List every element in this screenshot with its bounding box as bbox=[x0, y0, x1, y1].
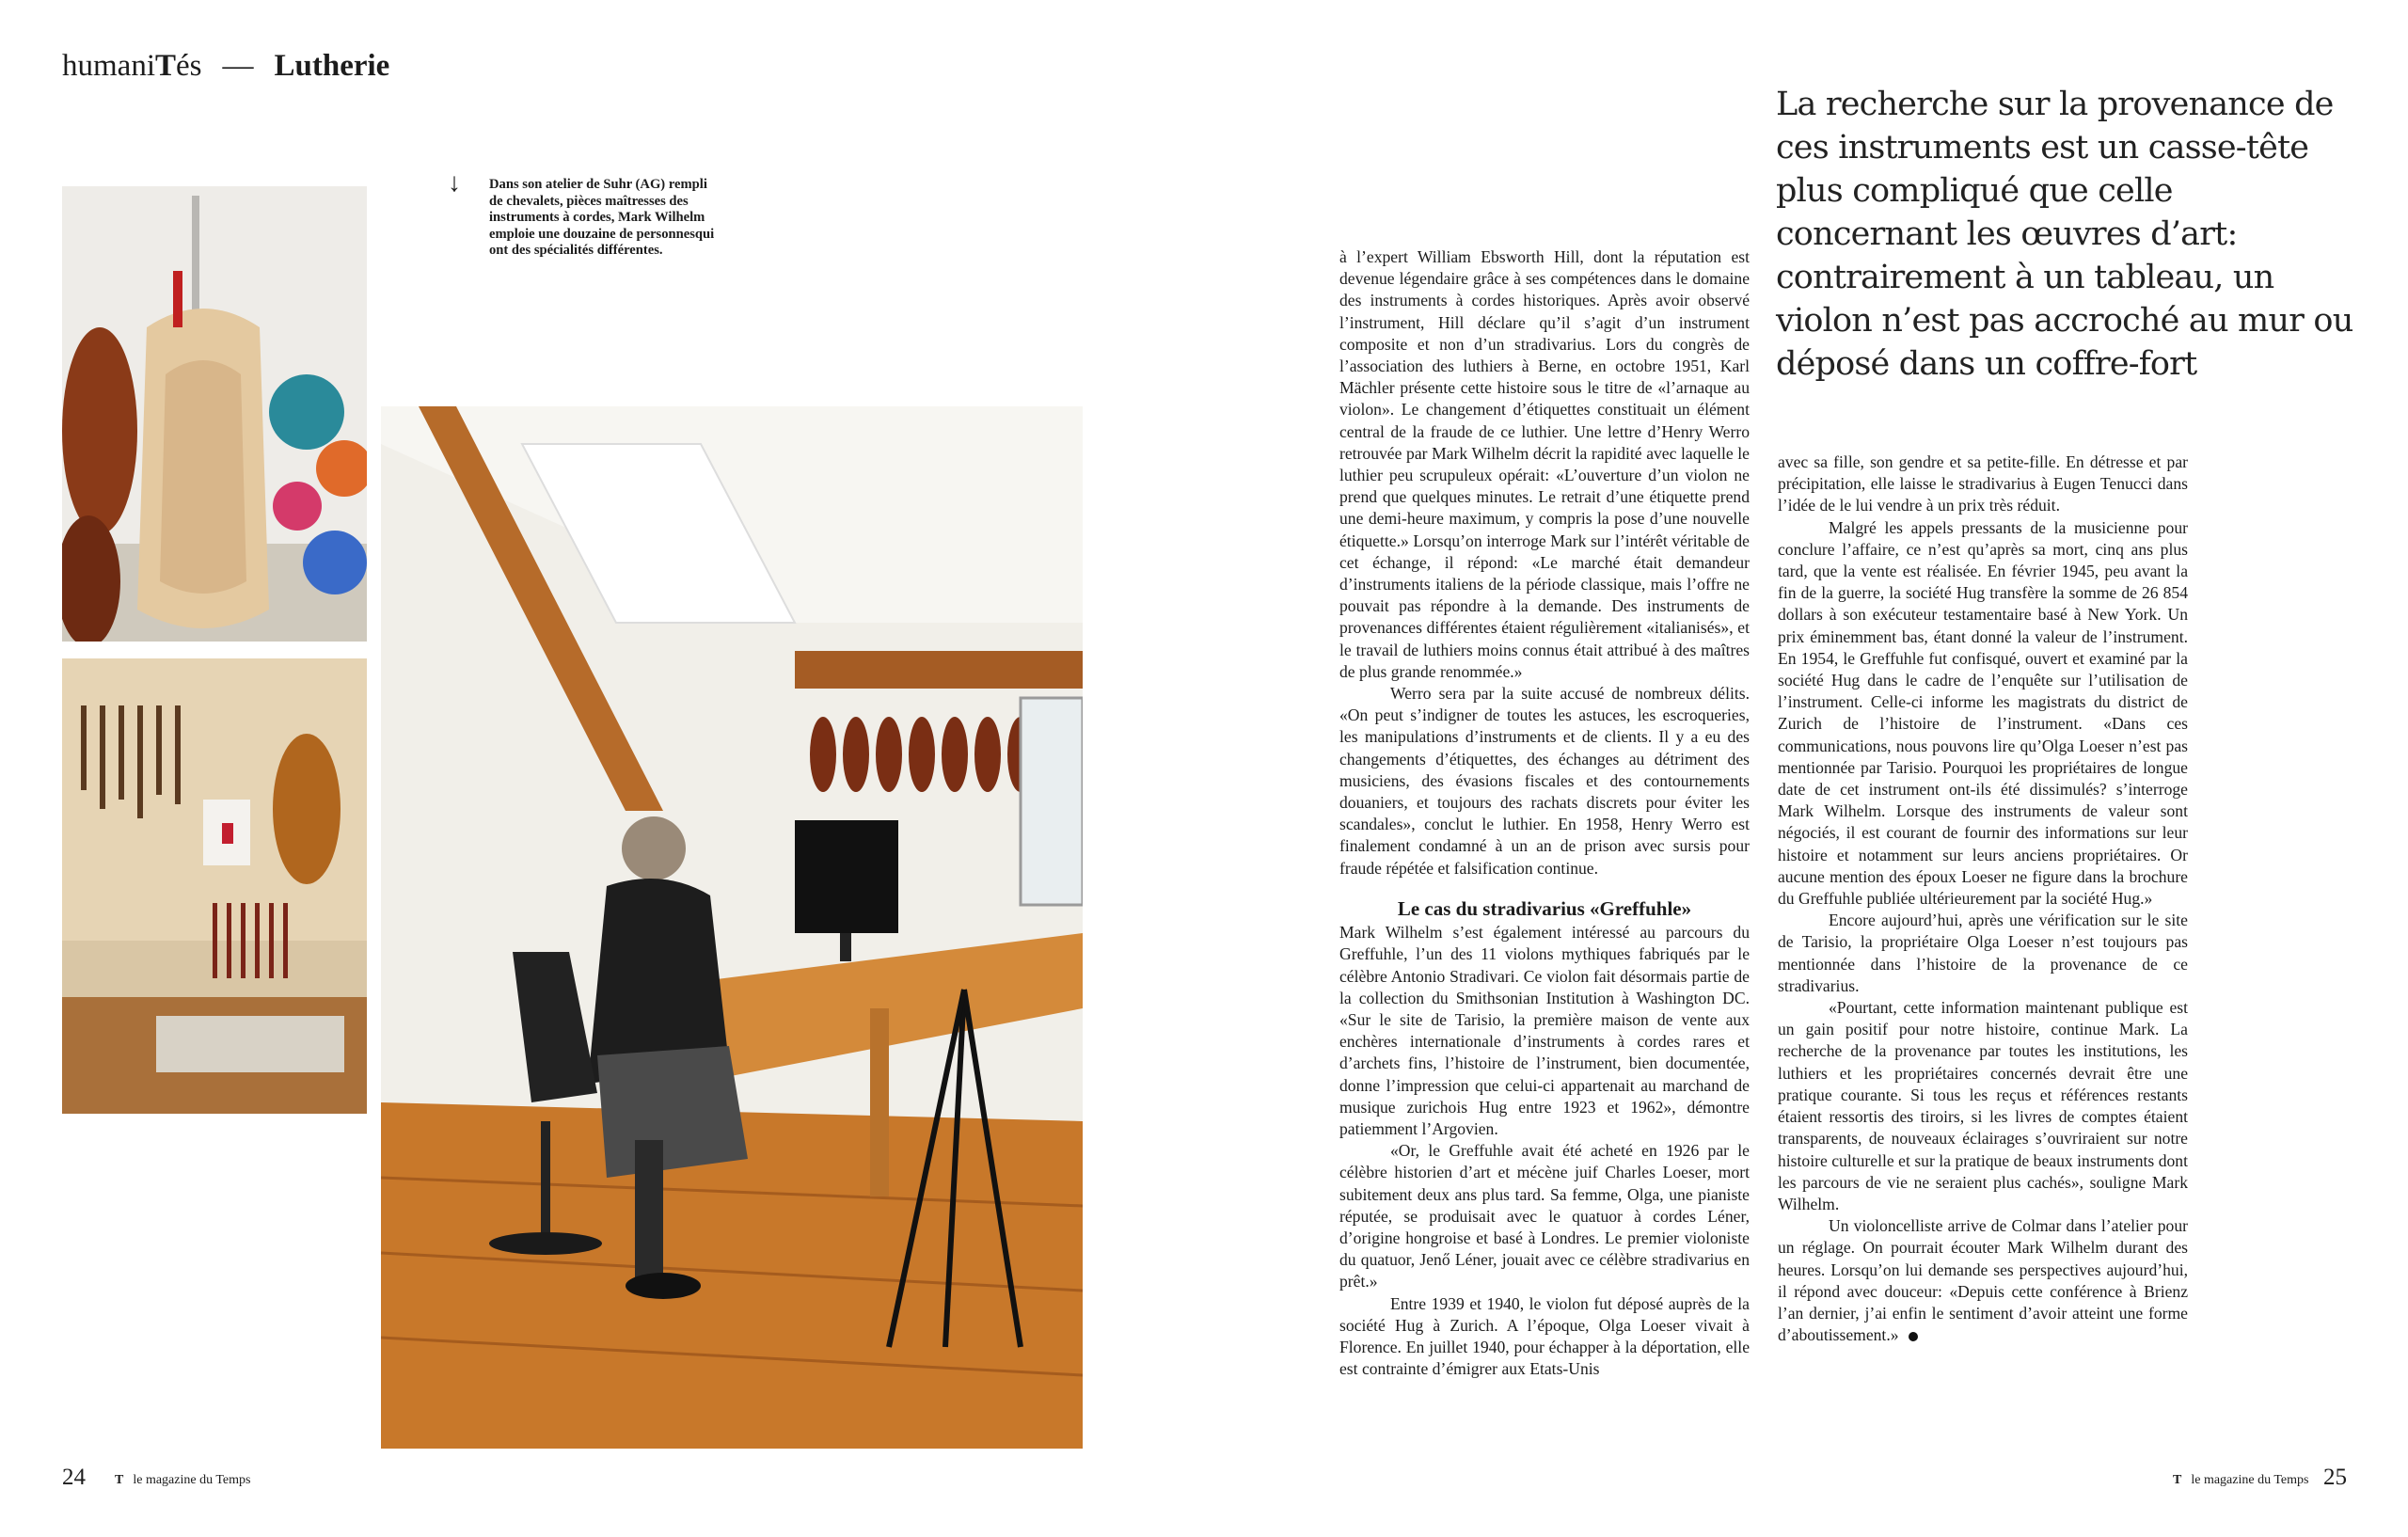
photo-caption bbox=[448, 168, 715, 260]
page-number-right: 25 bbox=[2323, 1465, 2347, 1490]
footer-brand-right bbox=[2173, 1473, 2308, 1488]
end-mark-icon bbox=[1909, 1332, 1918, 1341]
paragraph: Malgré les appels pressants de la musicienne pour conclure l’affaire, ce n’est qu’après sa mort, cinq ans plus tard, que la vente est réalisée. En février 1945, peu avant la fin de la guerre, la société Hug transfère la somme de 26 854 dollars à son exécuteur testamentaire basé à New York. Un prix éminemment bas, étant donné la valeur de l’instrument. En 1954, le Greffuhle fut confisqué, ouvert et examiné par la société Hug dans le cadre de l’enquête sur l’utilisation de l’instrument. Celle-ci informe les magistrats du district de Zurich de l’histoire de l’instrument. «Dans ces communications, nous pouvons lire qu’Olga Loeser n’est pas mentionnée par Tarisio. Pourquoi les propriétaires de longue date de cet instrument ont-ils été dissimulés? s’interroge Mark Wilhelm. Lorsque des instruments de valeur sont négociés, il est courant de fournir des informations sur leur histoire et notamment sur leurs anciens propriétaires. Or aucune mention des époux Loeser ne figure dans la brochure du Greffuhle publiée ultérieurement par la société Hug.» bbox=[1778, 517, 2188, 909]
article-column-left bbox=[1339, 246, 1750, 1380]
paragraph: avec sa fille, son gendre et sa petite-fille. En détresse et par précipitation, elle laisse le stradivarius à Eugen Tenucci dans l’idée de le lui vendre à un prix très réduit. bbox=[1778, 452, 2188, 515]
brand-logo-icon: T bbox=[115, 1473, 124, 1487]
paragraph: Encore aujourd’hui, après une vérification sur le site de Tarisio, la propriétaire Olga Loeser n’est toujours pas mentionnée dans l’histoire de la provenance de ce stradivarius. bbox=[1778, 911, 2188, 995]
paragraph: «Pourtant, cette information maintenant publique est un gain positif pour notre histoire, continue Mark. La recherche de la provenance par toutes les institutions, les luthiers et les propriétaires concernés devrait être une pratique courante. Si tous les reçus et références restants étaient ressortis des tiroirs, si les livres de comptes étaient transparents, de nouveaux éclairages s’ouvriraient sur notre histoire culturelle et sur la pratique de beaux instruments dont les parcours de vie ne seraient plus cachés», souligne Mark Wilhelm. bbox=[1778, 998, 2188, 1213]
brand-logo-icon: T bbox=[2173, 1473, 2182, 1487]
section-header bbox=[62, 43, 389, 88]
pull-quote: La recherche sur la provenance de ces instruments est un casse-tête plus compliqué que celle concernant les œuvres d’art: contrairement à un tableau, un violon n’est pas accroché au mur ou déposé dans un coffre-fort bbox=[1776, 86, 2353, 383]
paragraph-final-text: Un violoncelliste arrive de Colmar dans l’atelier pour un réglage. On pourrait écouter Mark Wilhelm durant des heures. Lorsqu’on lui demande ses perspectives aujourd’hui, il répond avec douceur: «Depuis cette conférence à Brienz l’an dernier, j’ai enfin le sentiment d’avoir atteint une forme d’aboutissement.» bbox=[1778, 1216, 2188, 1345]
paragraph: «Or, le Greffuhle avait été acheté en 1926 par le célèbre historien d’art et mécène juif Charles Loeser, mort subitement deux ans plus tard. Sa femme, Olga, une pianiste réputée, se produisait avec le quatuor à cordes Léner, d’origine hongroise et basé à Londres. Le premier violoniste du quatuor, Jenő Léner, jouait avec ce célèbre stradivarius en prêt.» bbox=[1339, 1141, 1750, 1291]
paragraph: Werro sera par la suite accusé de nombreux délits. «On peut s’indigner de toutes les astuces, les escroqueries, les manipulations d’instruments et de clients. Il y a eu des changements d’étiquettes, des échanges au détriment des musiciens, des évasions fiscales et des contournements douaniers, et toujours des rachats discrets pour éviter les scandales», conclut le luthier. En 1958, Henry Werro est finalement condamné à un an de prison avec sursis pour fraude répétée et falsification continue. bbox=[1339, 684, 1750, 878]
paragraph-final bbox=[1778, 1215, 2188, 1346]
brand-name: le magazine du Temps bbox=[133, 1473, 251, 1487]
photo-tool-wall bbox=[62, 658, 367, 1114]
photo-hanging-bridges bbox=[62, 186, 367, 642]
caption-arrow-icon: ↓ bbox=[448, 168, 461, 198]
brand-name: le magazine du Temps bbox=[2191, 1473, 2309, 1487]
caption-text: Dans son atelier de Suhr (AG) rempli de chevalets, pièces maîtresses des instruments à cordes, Mark Wilhelm emploie une douzaine de personnesqui ont des spécialités différentes. bbox=[489, 177, 715, 258]
paragraph: Entre 1939 et 1940, le violon fut déposé auprès de la société Hug à Zurich. A l’époque, Olga Loeser vivait à Florence. En juillet 1940, pour échapper à la déportation, elle est contrainte d’émigrer aux Etats-Unis bbox=[1339, 1293, 1750, 1379]
article-subhead: Le cas du stradivarius «Greffuhle» bbox=[1397, 896, 1692, 920]
rubric-label: humaniTés bbox=[62, 49, 202, 83]
paragraph: Mark Wilhelm s’est également intéressé au parcours du Greffuhle, l’un des 11 violons mythiques fabriqués par le célèbre Antonio Stradivari. Ce violon fait désormais partie de la collection du Smithsonian Institution à Washington DC. «Sur le site de Tarisio, la première maison de vente aux enchères internationale d’instruments à cordes rares et d’archets fins, l’histoire de l’instrument, bien documentée, donne l’impression que celui-ci appartenait au marchand de musique zurichois Hug entre 1923 et 1962», démontre patiemment l’Argovien. bbox=[1339, 923, 1750, 1138]
topic-label: Lutherie bbox=[274, 49, 390, 83]
photo-workshop bbox=[381, 406, 1083, 1449]
footer-brand-left bbox=[115, 1473, 250, 1488]
article-column-right bbox=[1778, 452, 2188, 1346]
paragraph: à l’expert William Ebsworth Hill, dont la réputation est devenue légendaire grâce à ses compétences dans le domaine des instruments à cordes historiques. Après avoir observé l’instrument, Hill déclare qu’il s’agit d’un instrument composite et non d’un stradivarius. Lors du congrès de l’association des luthiers à Berne, en octobre 1951, Karl Mächler présente cette histoire sous le titre de «l’arnaque au violon». Le changement d’étiquettes constituait un élément central de la fraude de ce luthier. Une lettre d’Henry Werro retrouvée par Mark Wilhelm décrit la rapidité avec laquelle le luthier peu scrupuleux opérait: «L’ouverture d’un violon ne prend que quelques minutes. Le retrait d’une étiquette prend une demi-heure maximum, y compris la pose d’une nouvelle étiquette.» Lorsqu’on interroge Mark sur l’intérêt véritable de cet échange, il répond: «Le marché était demandeur d’instruments italiens de la période classique, mais l’offre ne pouvait pas répondre à la demande. Des instruments de provenances différentes étaient régulièrement «italianisés», et le travail de luthiers moins connus était attribué à des maîtres de plus grande renommée.» bbox=[1339, 247, 1750, 681]
header-dash: — bbox=[222, 49, 254, 83]
page-number-left: 24 bbox=[62, 1465, 86, 1490]
